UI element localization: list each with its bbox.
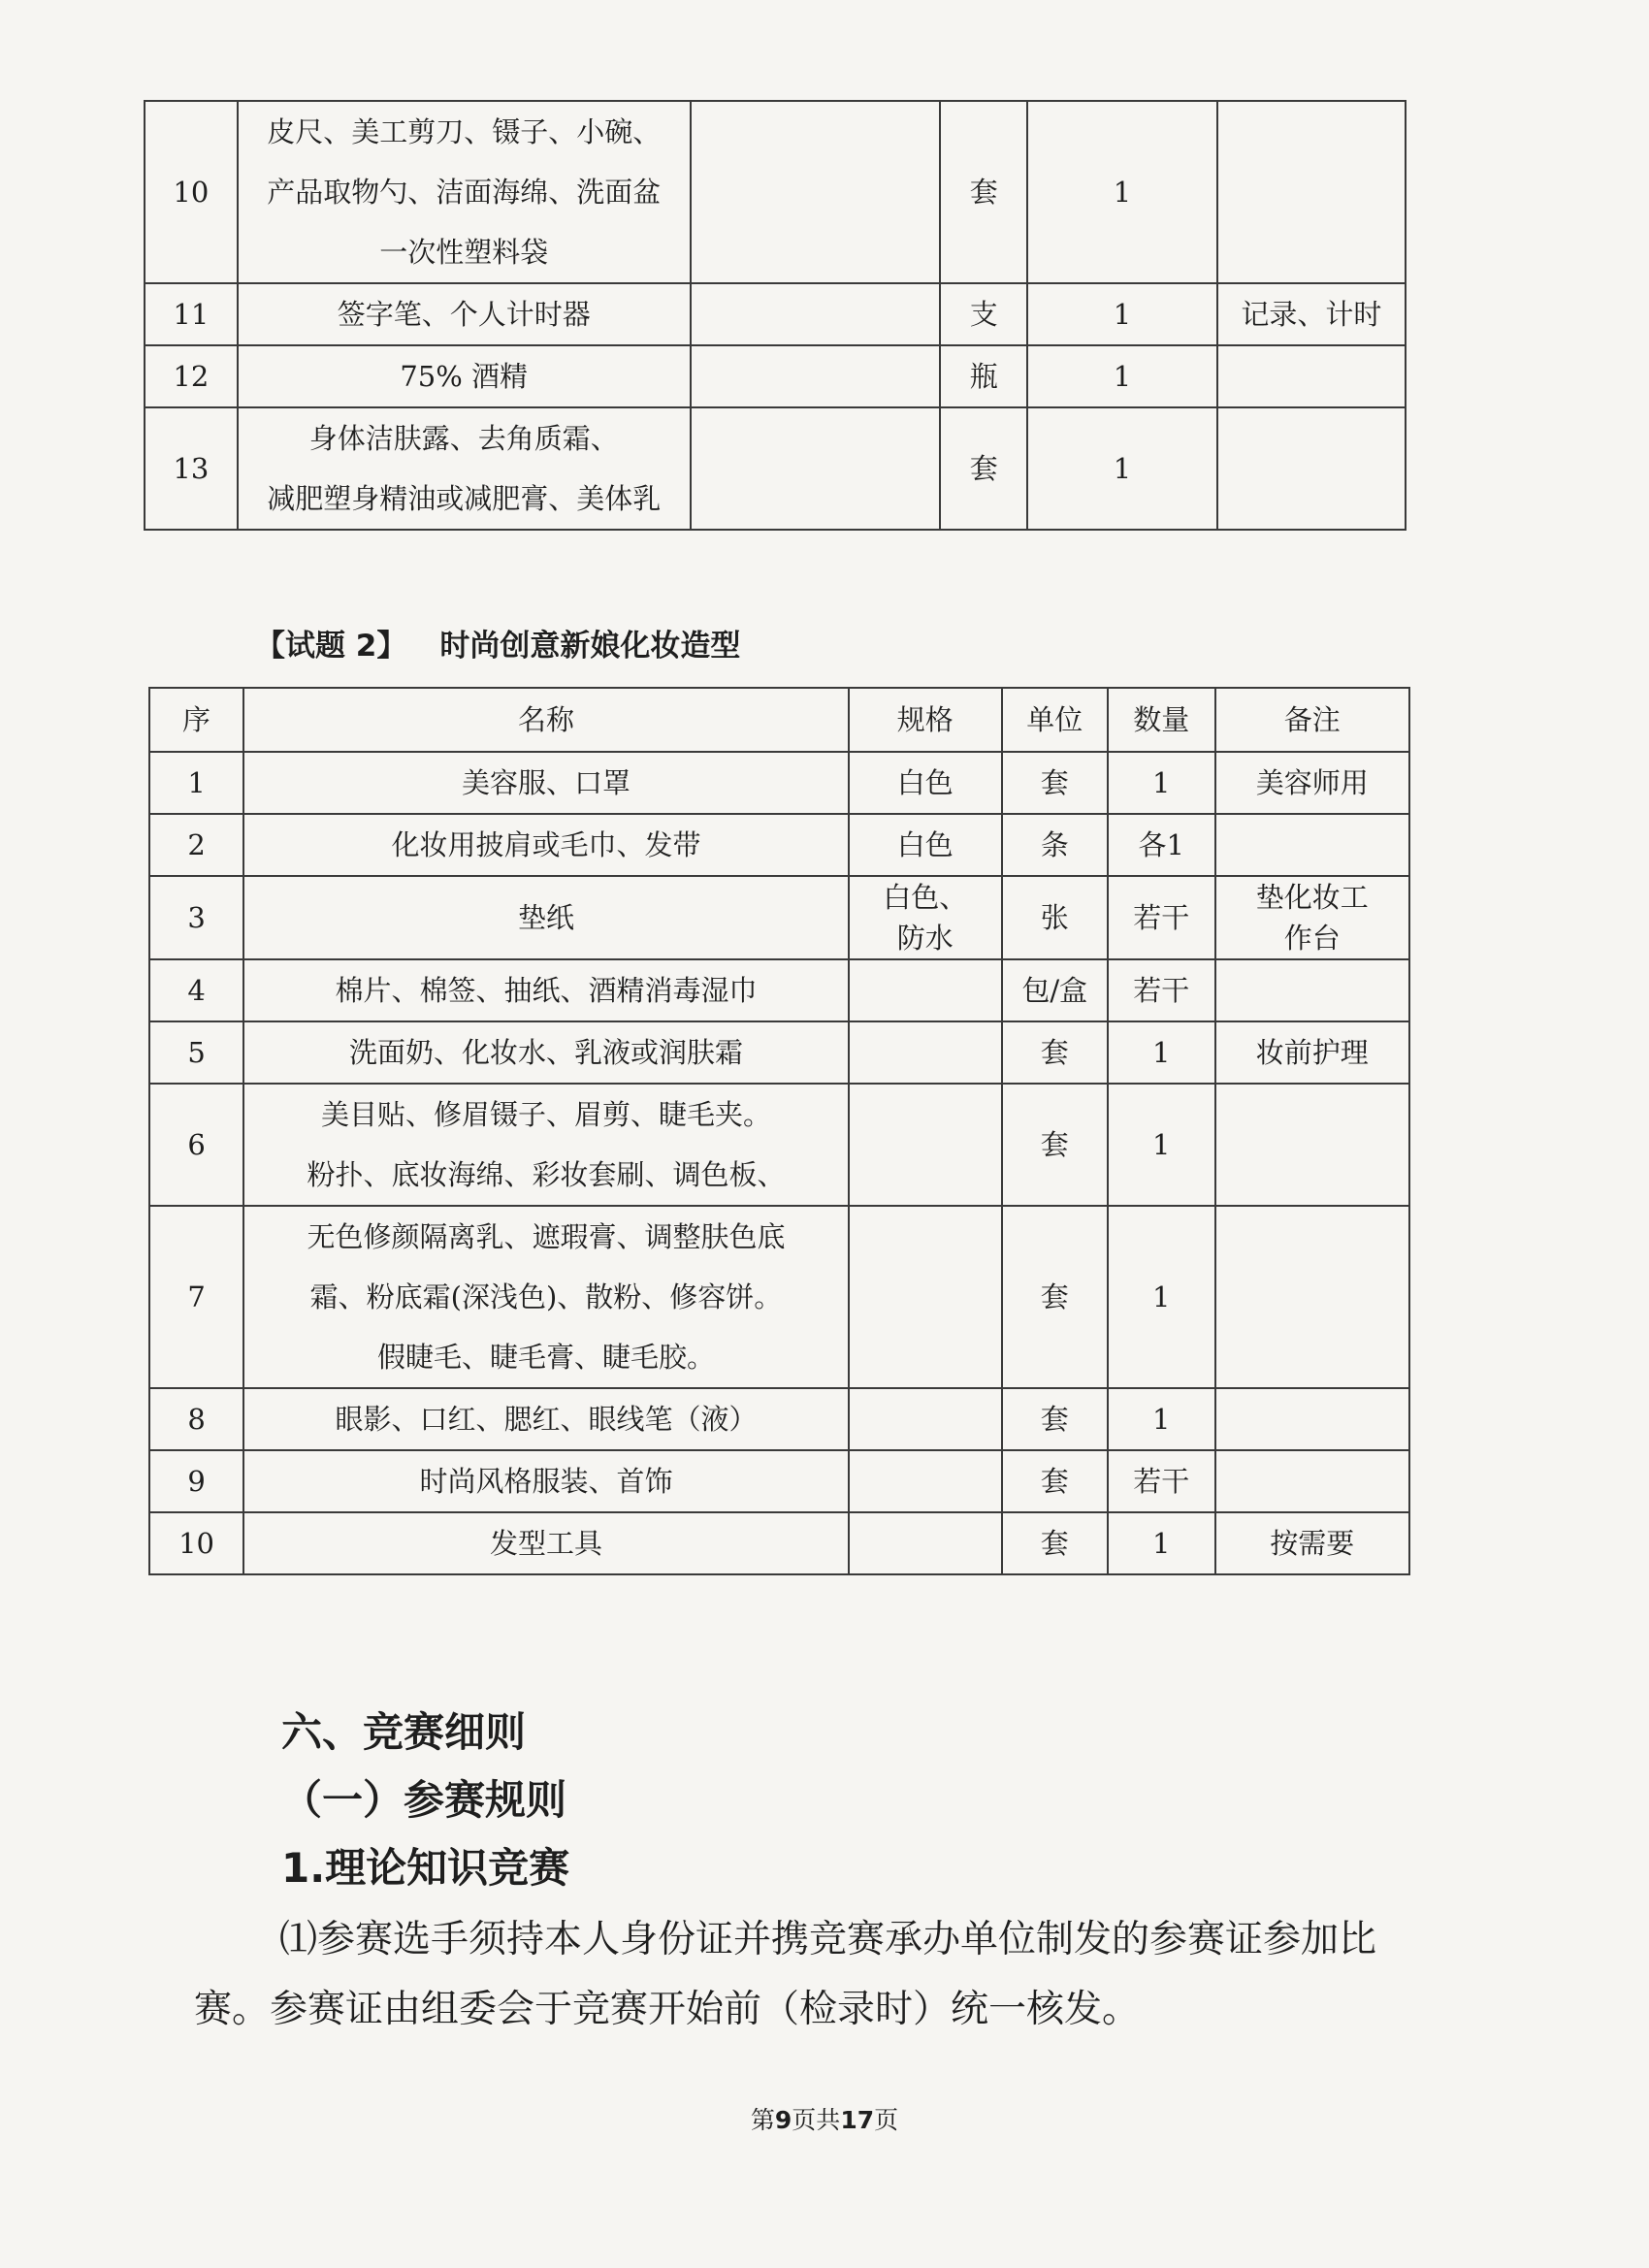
- table-row: [149, 876, 1409, 959]
- cell-unit: 包/盒: [1002, 959, 1108, 1021]
- cell-no: 10: [149, 1512, 243, 1574]
- footer-total-pages: 17: [840, 2106, 875, 2134]
- name-line: 无色修颜隔离乳、遮瑕膏、调整肤色底: [307, 1220, 786, 1253]
- cell-note: 按需要: [1215, 1512, 1409, 1574]
- cell-unit: 套: [1002, 1388, 1108, 1450]
- name-line: 皮尺、美工剪刀、镊子、小碗、: [267, 115, 662, 148]
- cell-spec: [691, 345, 940, 407]
- cell-name: [243, 1388, 849, 1450]
- cell-spec: [849, 1450, 1002, 1512]
- cell-qty: 1: [1027, 407, 1217, 530]
- name-line: 洗面奶、化妆水、乳液或润肤霜: [348, 1036, 743, 1069]
- name-line: 垫纸: [517, 901, 574, 934]
- section-6-title: 六、竞赛细则: [281, 1708, 527, 1756]
- equipment-table-1: [144, 100, 1406, 531]
- cell-name: [243, 1021, 849, 1084]
- table-row: [145, 101, 1406, 283]
- name-line: 75% 酒精: [400, 360, 529, 393]
- cell-qty: 1: [1108, 752, 1215, 814]
- cell-no: 11: [145, 283, 238, 345]
- cell-name: [238, 407, 691, 530]
- cell-spec: 白色: [849, 752, 1002, 814]
- name-line: 棉片、棉签、抽纸、酒精消毒湿巾: [335, 974, 758, 1007]
- name-line: 一次性塑料袋: [379, 236, 549, 269]
- cell-unit: 套: [1002, 1512, 1108, 1574]
- cell-name: [238, 101, 691, 283]
- cell-no: 10: [145, 101, 238, 283]
- cell-no: 8: [149, 1388, 243, 1450]
- table-row: [149, 959, 1409, 1021]
- table1-body: [145, 101, 1406, 530]
- name-line: 粉扑、底妆海绵、彩妆套刷、调色板、: [307, 1158, 786, 1191]
- cell-qty: 若干: [1108, 876, 1215, 959]
- cell-qty: 1: [1027, 345, 1217, 407]
- cell-spec: [691, 101, 940, 283]
- cell-unit: 套: [1002, 1206, 1108, 1388]
- table-header-row: [149, 688, 1409, 752]
- page-footer: [0, 2101, 1649, 2136]
- table-row: [149, 1084, 1409, 1206]
- cell-no: 3: [149, 876, 243, 959]
- cell-no: 6: [149, 1084, 243, 1206]
- cell-qty: 1: [1108, 1084, 1215, 1206]
- cell-qty: 1: [1108, 1206, 1215, 1388]
- cell-spec: [691, 283, 940, 345]
- cell-spec: [849, 1206, 1002, 1388]
- cell-note: [1215, 959, 1409, 1021]
- cell-name: [243, 752, 849, 814]
- table-row: [145, 283, 1406, 345]
- cell-note: [1215, 1388, 1409, 1450]
- cell-unit: 条: [1002, 814, 1108, 876]
- table-row: [149, 814, 1409, 876]
- footer-middle: 页共: [792, 2106, 841, 2134]
- cell-spec: [849, 1021, 1002, 1084]
- cell-no: 1: [149, 752, 243, 814]
- name-line: 身体洁肤露、去角质霜、: [308, 422, 619, 455]
- question-2-title: 时尚创意新娘化妆造型: [439, 629, 741, 664]
- cell-spec: [691, 407, 940, 530]
- cell-no: 5: [149, 1021, 243, 1084]
- question-2-label: 【试题 2】: [255, 629, 407, 664]
- question-2-heading: [255, 621, 740, 664]
- footer-prefix: 第: [750, 2106, 775, 2134]
- table-row: [145, 407, 1406, 530]
- table-row: [145, 345, 1406, 407]
- cell-name: [238, 283, 691, 345]
- table2-header: [149, 688, 1409, 752]
- name-line: 霜、粉底霜(深浅色)、散粉、修容饼。: [309, 1280, 783, 1313]
- header-qty: 数量: [1108, 688, 1215, 752]
- cell-spec: [849, 1512, 1002, 1574]
- name-line: 眼影、口红、腮红、眼线笔（液）: [335, 1403, 758, 1436]
- name-line: 签字笔、个人计时器: [337, 298, 591, 331]
- cell-spec: [849, 1084, 1002, 1206]
- cell-no: 12: [145, 345, 238, 407]
- name-line: 产品取物勺、洁面海绵、洗面盆: [267, 176, 662, 209]
- name-line: 时尚风格服装、首饰: [419, 1465, 673, 1498]
- cell-note: [1217, 407, 1406, 530]
- section-6-1-1-title: 1.理论知识竞赛: [281, 1844, 570, 1892]
- header-name: 名称: [243, 688, 849, 752]
- cell-name: [243, 959, 849, 1021]
- cell-note: [1217, 101, 1406, 283]
- cell-note: [1217, 345, 1406, 407]
- cell-qty: 1: [1108, 1512, 1215, 1574]
- header-note: 备注: [1215, 688, 1409, 752]
- header-unit: 单位: [1002, 688, 1108, 752]
- cell-qty: 若干: [1108, 1450, 1215, 1512]
- cell-qty: 1: [1108, 1021, 1215, 1084]
- footer-page-number: 9: [774, 2106, 792, 2134]
- cell-name: [243, 1206, 849, 1388]
- cell-spec: [849, 959, 1002, 1021]
- cell-note: [1215, 1206, 1409, 1388]
- cell-no: 7: [149, 1206, 243, 1388]
- name-line: 美容服、口罩: [461, 766, 630, 799]
- name-line: 发型工具: [489, 1527, 602, 1560]
- cell-name: [238, 345, 691, 407]
- cell-qty: 1: [1027, 283, 1217, 345]
- cell-note: [1215, 814, 1409, 876]
- cell-qty: 若干: [1108, 959, 1215, 1021]
- cell-note: [1215, 1450, 1409, 1512]
- table-row: [149, 1512, 1409, 1574]
- cell-unit: 套: [1002, 1450, 1108, 1512]
- cell-name: [243, 1084, 849, 1206]
- cell-spec: [849, 1388, 1002, 1450]
- table-row: [149, 1450, 1409, 1512]
- cell-note: [1215, 1084, 1409, 1206]
- cell-unit: 支: [940, 283, 1027, 345]
- name-line: 减肥塑身精油或减肥膏、美体乳: [267, 482, 662, 515]
- cell-note: 记录、计时: [1217, 283, 1406, 345]
- cell-name: [243, 1512, 849, 1574]
- footer-suffix: 页: [874, 2106, 899, 2134]
- table-row: [149, 752, 1409, 814]
- cell-qty: 1: [1027, 101, 1217, 283]
- name-line: 化妆用披肩或毛巾、发带: [391, 828, 701, 861]
- cell-unit: 套: [1002, 752, 1108, 814]
- rule-paragraph: ⑴参赛选手须持本人身份证并携竞赛承办单位制发的参赛证参加比赛。参赛证由组委会于竞赛开始前（检录时）统一核发。: [194, 1918, 1377, 2031]
- cell-qty: 各1: [1108, 814, 1215, 876]
- cell-spec: 白色: [849, 814, 1002, 876]
- cell-unit: 套: [940, 407, 1027, 530]
- cell-unit: 套: [940, 101, 1027, 283]
- cell-no: 4: [149, 959, 243, 1021]
- cell-note: 垫化妆工 作台: [1215, 876, 1409, 959]
- cell-name: [243, 814, 849, 876]
- section-6-1-title: （一）参赛规则: [281, 1776, 567, 1824]
- name-line: 美目贴、修眉镊子、眉剪、睫毛夹。: [320, 1098, 771, 1131]
- cell-no: 2: [149, 814, 243, 876]
- table-row: [149, 1388, 1409, 1450]
- cell-unit: 套: [1002, 1021, 1108, 1084]
- cell-name: [243, 876, 849, 959]
- table-row: [149, 1021, 1409, 1084]
- cell-unit: 套: [1002, 1084, 1108, 1206]
- cell-spec: 白色、 防水: [849, 876, 1002, 959]
- header-no: 序: [149, 688, 243, 752]
- cell-note: 美容师用: [1215, 752, 1409, 814]
- cell-no: 13: [145, 407, 238, 530]
- table2-body: [149, 752, 1409, 1574]
- cell-no: 9: [149, 1450, 243, 1512]
- header-spec: 规格: [849, 688, 1002, 752]
- cell-name: [243, 1450, 849, 1512]
- cell-unit: 瓶: [940, 345, 1027, 407]
- name-line: 假睫毛、睫毛膏、睫毛胶。: [376, 1341, 715, 1374]
- table-row: [149, 1206, 1409, 1388]
- cell-unit: 张: [1002, 876, 1108, 959]
- equipment-table-2: [148, 687, 1410, 1575]
- cell-qty: 1: [1108, 1388, 1215, 1450]
- cell-note: 妆前护理: [1215, 1021, 1409, 1084]
